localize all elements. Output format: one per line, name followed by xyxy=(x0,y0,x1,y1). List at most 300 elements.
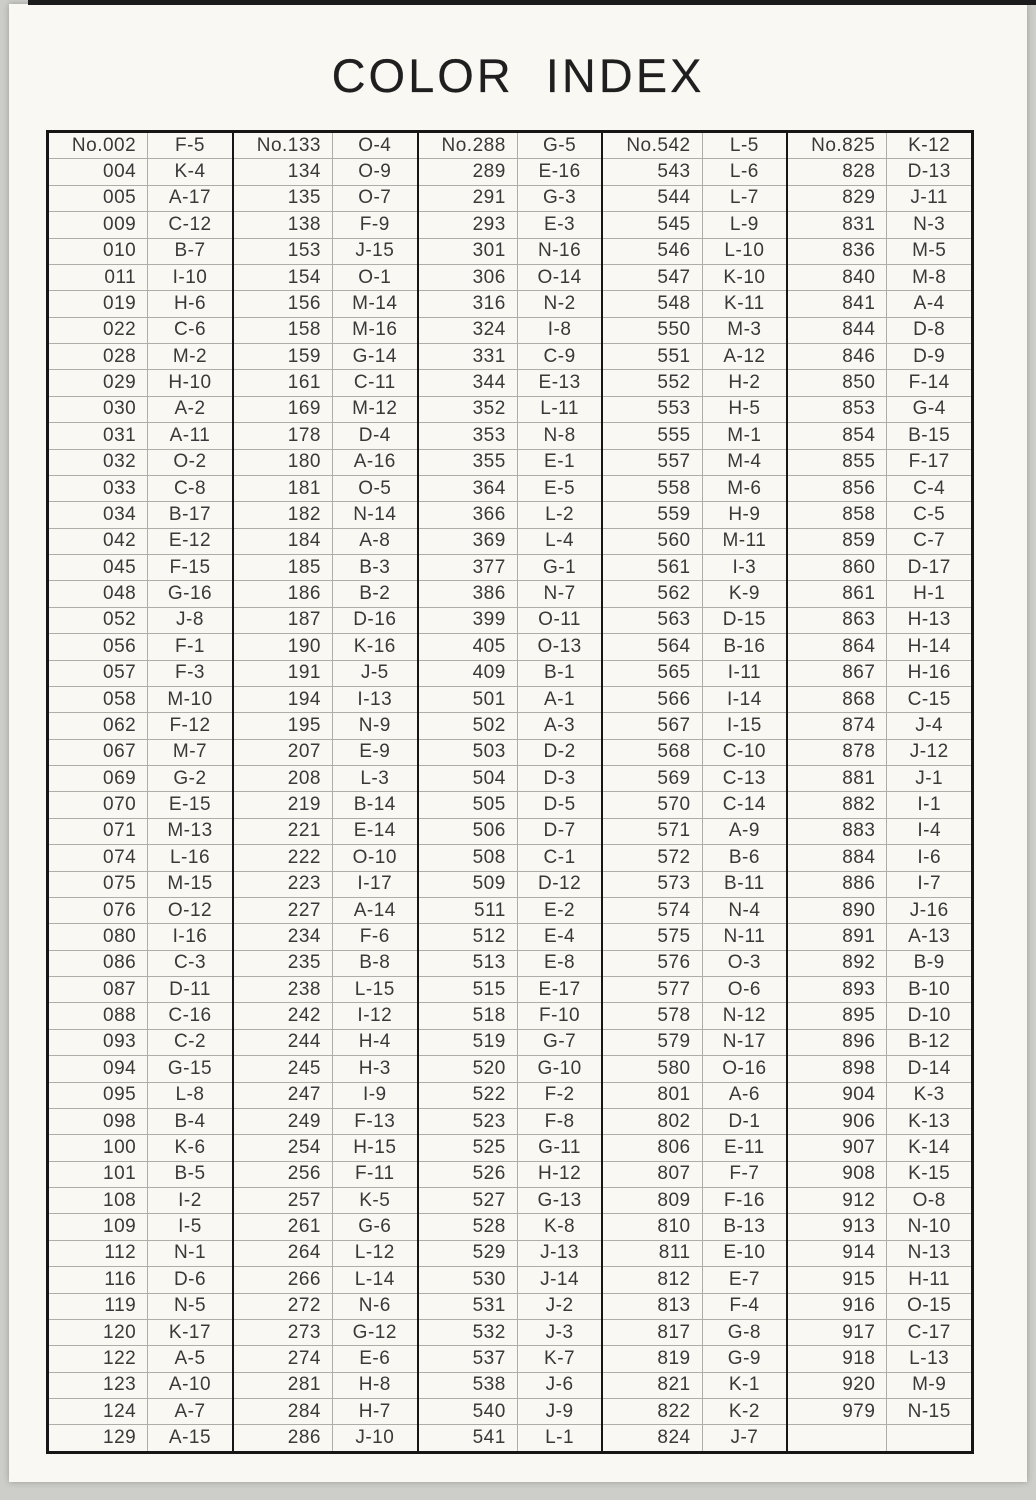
color-number-cell: 571 xyxy=(657,820,691,842)
grid-ref-cell: G-14 xyxy=(332,344,417,369)
grid-ref-cell: O-10 xyxy=(332,845,417,870)
table-row xyxy=(419,1055,602,1081)
grid-ref-cell: N-5 xyxy=(147,1294,232,1319)
table-row xyxy=(419,1134,602,1160)
color-number-cell: 831 xyxy=(842,213,876,235)
color-number-cell: 409 xyxy=(472,662,506,684)
table-row xyxy=(234,211,417,237)
grid-ref-cell: G-3 xyxy=(517,186,602,211)
table-row xyxy=(788,1372,971,1398)
table-row xyxy=(234,1240,417,1266)
color-number-cell: 353 xyxy=(472,424,506,446)
table-row xyxy=(234,1293,417,1319)
grid-ref-cell: D-5 xyxy=(517,792,602,817)
grid-ref-cell: K-6 xyxy=(147,1135,232,1160)
grid-ref-cell: E-7 xyxy=(702,1267,787,1292)
table-row xyxy=(788,343,971,369)
grid-ref-cell: A-9 xyxy=(702,819,787,844)
color-number-cell: 906 xyxy=(842,1110,876,1132)
table-row xyxy=(49,1398,232,1424)
color-number-cell: 892 xyxy=(842,952,876,974)
table-row xyxy=(49,1345,232,1371)
table-row xyxy=(788,580,971,606)
table-row xyxy=(49,449,232,475)
table-row xyxy=(419,1029,602,1055)
table-row xyxy=(788,712,971,738)
color-number-cell: 033 xyxy=(103,477,137,499)
table-row xyxy=(419,1319,602,1345)
table-row xyxy=(603,580,786,606)
grid-ref-cell: K-14 xyxy=(886,1135,971,1160)
table-row xyxy=(49,1240,232,1266)
color-number-cell: 191 xyxy=(287,662,321,684)
grid-ref-cell: G-2 xyxy=(147,766,232,791)
color-number-cell: 273 xyxy=(287,1321,321,1343)
table-row xyxy=(788,660,971,686)
table-row xyxy=(234,158,417,184)
grid-ref-cell: I-3 xyxy=(702,555,787,580)
color-number-cell: 904 xyxy=(842,1084,876,1106)
grid-ref-cell: M-8 xyxy=(886,265,971,290)
grid-ref-cell: K-4 xyxy=(147,159,232,184)
table-row xyxy=(419,133,602,158)
color-number-cell: 185 xyxy=(287,556,321,578)
table-row xyxy=(603,554,786,580)
grid-ref-cell: I-1 xyxy=(886,792,971,817)
color-number-cell: 856 xyxy=(842,477,876,499)
grid-ref-cell: C-4 xyxy=(886,476,971,501)
table-row xyxy=(603,422,786,448)
grid-ref-cell: G-9 xyxy=(702,1346,787,1371)
table-row xyxy=(49,1319,232,1345)
color-number-cell: 247 xyxy=(287,1084,321,1106)
table-row xyxy=(234,1134,417,1160)
color-number-cell: 042 xyxy=(103,530,137,552)
table-column-group xyxy=(232,133,417,1451)
grid-ref-cell: L-13 xyxy=(886,1346,971,1371)
color-number-cell: 124 xyxy=(103,1400,137,1422)
grid-ref-cell: J-6 xyxy=(517,1373,602,1398)
table-row xyxy=(419,765,602,791)
table-row xyxy=(788,317,971,343)
grid-ref-cell: M-4 xyxy=(702,450,787,475)
grid-ref-cell: H-2 xyxy=(702,370,787,395)
color-number-cell: 552 xyxy=(657,372,691,394)
color-number-cell: 301 xyxy=(472,240,506,262)
grid-ref-cell: H-1 xyxy=(886,581,971,606)
table-row xyxy=(788,739,971,765)
color-number-cell: 819 xyxy=(657,1347,691,1369)
grid-ref-cell: N-3 xyxy=(886,212,971,237)
table-row xyxy=(788,396,971,422)
color-number-cell: 095 xyxy=(103,1084,137,1106)
table-row xyxy=(603,976,786,1002)
color-number-cell: 512 xyxy=(472,925,506,947)
grid-ref-cell: N-6 xyxy=(332,1294,417,1319)
grid-ref-cell: L-9 xyxy=(702,212,787,237)
color-number-cell: 868 xyxy=(842,688,876,710)
table-row xyxy=(49,818,232,844)
table-row xyxy=(419,871,602,897)
color-number-cell: 908 xyxy=(842,1163,876,1185)
color-number-cell: 858 xyxy=(842,503,876,525)
grid-ref-cell: K-15 xyxy=(886,1162,971,1187)
color-number-cell: 918 xyxy=(842,1347,876,1369)
color-number-cell: 557 xyxy=(657,451,691,473)
table-row xyxy=(49,264,232,290)
color-number-cell: 022 xyxy=(103,319,137,341)
table-row xyxy=(603,871,786,897)
table-row xyxy=(49,1213,232,1239)
table-row xyxy=(419,1398,602,1424)
grid-ref-cell: I-9 xyxy=(332,1083,417,1108)
table-row xyxy=(49,712,232,738)
color-number-cell: 529 xyxy=(472,1242,506,1264)
table-row xyxy=(49,1108,232,1134)
grid-ref-cell: C-13 xyxy=(702,766,787,791)
table-row xyxy=(419,739,602,765)
table-row xyxy=(419,1161,602,1187)
grid-ref-cell: A-12 xyxy=(702,344,787,369)
color-number-cell: 291 xyxy=(472,187,506,209)
color-number-cell: 886 xyxy=(842,873,876,895)
table-row xyxy=(49,475,232,501)
color-number-cell: 573 xyxy=(657,873,691,895)
table-row xyxy=(234,1424,417,1450)
color-number-cell: 891 xyxy=(842,925,876,947)
grid-ref-cell: H-7 xyxy=(332,1399,417,1424)
table-row xyxy=(788,1029,971,1055)
color-number-cell: 227 xyxy=(287,899,321,921)
table-row xyxy=(603,1240,786,1266)
color-number-cell: 812 xyxy=(657,1268,691,1290)
color-number-cell: 355 xyxy=(472,451,506,473)
grid-ref-cell: G-10 xyxy=(517,1056,602,1081)
color-number-cell: 504 xyxy=(472,767,506,789)
color-number-cell: 244 xyxy=(287,1031,321,1053)
table-row xyxy=(234,1187,417,1213)
grid-ref-cell: F-11 xyxy=(332,1162,417,1187)
color-number-cell: 564 xyxy=(657,635,691,657)
color-number-cell: 565 xyxy=(657,662,691,684)
table-row xyxy=(603,1345,786,1371)
table-row xyxy=(419,238,602,264)
color-number-cell: 898 xyxy=(842,1057,876,1079)
table-row xyxy=(603,897,786,923)
table-row xyxy=(788,369,971,395)
color-number-cell: 829 xyxy=(842,187,876,209)
table-row xyxy=(419,449,602,475)
grid-ref-cell: L-3 xyxy=(332,766,417,791)
grid-ref-cell: E-6 xyxy=(332,1346,417,1371)
color-number-cell: 010 xyxy=(103,240,137,262)
grid-ref-cell: B-13 xyxy=(702,1214,787,1239)
grid-ref-cell: O-9 xyxy=(332,159,417,184)
color-number-cell: 574 xyxy=(657,899,691,921)
grid-ref-cell: C-5 xyxy=(886,502,971,527)
grid-ref-cell: F-2 xyxy=(517,1083,602,1108)
table-row xyxy=(49,633,232,659)
table-row xyxy=(603,765,786,791)
color-number-cell: No.288 xyxy=(441,134,506,156)
color-number-cell: 377 xyxy=(472,556,506,578)
color-number-cell: 364 xyxy=(472,477,506,499)
color-number-cell: 067 xyxy=(103,741,137,763)
color-number-cell: 062 xyxy=(103,714,137,736)
color-number-cell: 861 xyxy=(842,583,876,605)
color-number-cell: 208 xyxy=(287,767,321,789)
grid-ref-cell: A-11 xyxy=(147,423,232,448)
table-row xyxy=(49,396,232,422)
color-number-cell: 505 xyxy=(472,794,506,816)
table-row xyxy=(419,396,602,422)
table-row xyxy=(234,1055,417,1081)
color-number-cell: 274 xyxy=(287,1347,321,1369)
color-number-cell: 807 xyxy=(657,1163,691,1185)
color-number-cell: 522 xyxy=(472,1084,506,1106)
color-number-cell: 913 xyxy=(842,1216,876,1238)
grid-ref-cell: A-15 xyxy=(147,1425,232,1450)
grid-ref-cell: C-15 xyxy=(886,687,971,712)
color-number-cell: 249 xyxy=(287,1110,321,1132)
color-number-cell: 881 xyxy=(842,767,876,789)
table-row xyxy=(419,317,602,343)
table-row xyxy=(419,1345,602,1371)
table-row xyxy=(234,871,417,897)
table-row xyxy=(419,343,602,369)
color-number-cell: 045 xyxy=(103,556,137,578)
table-row xyxy=(788,1398,971,1424)
color-number-cell: 893 xyxy=(842,978,876,1000)
color-number-cell: 519 xyxy=(472,1031,506,1053)
table-row xyxy=(788,1082,971,1108)
table-column-group xyxy=(601,133,786,1451)
table-row xyxy=(603,1266,786,1292)
color-number-cell: 548 xyxy=(657,292,691,314)
color-number-cell: 138 xyxy=(287,213,321,235)
table-row xyxy=(234,1029,417,1055)
table-row xyxy=(49,1161,232,1187)
color-number-cell: 219 xyxy=(287,794,321,816)
grid-ref-cell: H-16 xyxy=(886,661,971,686)
grid-ref-cell: G-1 xyxy=(517,555,602,580)
color-number-cell: 531 xyxy=(472,1295,506,1317)
color-number-cell: 129 xyxy=(103,1427,137,1449)
grid-ref-cell: L-16 xyxy=(147,845,232,870)
table-row xyxy=(603,633,786,659)
grid-ref-cell: L-2 xyxy=(517,502,602,527)
color-number-cell: 076 xyxy=(103,899,137,921)
grid-ref-cell: J-16 xyxy=(886,898,971,923)
table-row xyxy=(419,923,602,949)
table-row xyxy=(234,449,417,475)
table-row xyxy=(419,1372,602,1398)
table-row xyxy=(234,528,417,554)
table-row xyxy=(419,791,602,817)
table-row xyxy=(788,686,971,712)
color-number-cell: 841 xyxy=(842,292,876,314)
table-row xyxy=(234,133,417,158)
grid-ref-cell: C-12 xyxy=(147,212,232,237)
table-row xyxy=(234,923,417,949)
color-number-cell: 853 xyxy=(842,398,876,420)
table-row xyxy=(603,1029,786,1055)
color-number-cell: 537 xyxy=(472,1347,506,1369)
grid-ref-cell: L-15 xyxy=(332,977,417,1002)
grid-ref-cell: H-11 xyxy=(886,1267,971,1292)
color-number-cell: 558 xyxy=(657,477,691,499)
grid-ref-cell: A-8 xyxy=(332,529,417,554)
table-row xyxy=(49,897,232,923)
grid-ref-cell: B-1 xyxy=(517,661,602,686)
table-column-group xyxy=(417,133,602,1451)
grid-ref-cell: L-7 xyxy=(702,186,787,211)
table-row xyxy=(234,844,417,870)
table-row xyxy=(603,818,786,844)
table-row xyxy=(419,1187,602,1213)
table-row xyxy=(788,1108,971,1134)
color-number-cell: 195 xyxy=(287,714,321,736)
page-title: COLOR INDEX xyxy=(331,49,705,102)
color-number-cell: 572 xyxy=(657,846,691,868)
color-number-cell: 836 xyxy=(842,240,876,262)
grid-ref-cell: K-8 xyxy=(517,1214,602,1239)
table-row xyxy=(419,475,602,501)
table-row xyxy=(234,1082,417,1108)
grid-ref-cell: A-13 xyxy=(886,924,971,949)
table-row xyxy=(49,369,232,395)
table-row xyxy=(419,660,602,686)
table-row xyxy=(234,1108,417,1134)
color-number-cell: 028 xyxy=(103,345,137,367)
grid-ref-cell: O-14 xyxy=(517,265,602,290)
grid-ref-cell: H-12 xyxy=(517,1162,602,1187)
color-number-cell: 100 xyxy=(103,1136,137,1158)
color-number-cell: 075 xyxy=(103,873,137,895)
grid-ref-cell: L-6 xyxy=(702,159,787,184)
table-row xyxy=(49,976,232,1002)
table-row xyxy=(788,133,971,158)
table-row xyxy=(788,238,971,264)
grid-ref-cell: E-1 xyxy=(517,450,602,475)
grid-ref-cell: A-5 xyxy=(147,1346,232,1371)
color-number-cell: 569 xyxy=(657,767,691,789)
table-row xyxy=(419,1002,602,1028)
color-number-cell: 864 xyxy=(842,635,876,657)
table-row xyxy=(603,950,786,976)
table-row xyxy=(234,660,417,686)
grid-ref-cell: A-16 xyxy=(332,450,417,475)
grid-ref-cell: O-1 xyxy=(332,265,417,290)
grid-ref-cell: L-4 xyxy=(517,529,602,554)
color-number-cell: 286 xyxy=(287,1427,321,1449)
table-row xyxy=(603,1424,786,1450)
grid-ref-cell: A-3 xyxy=(517,713,602,738)
color-number-cell: 052 xyxy=(103,609,137,631)
color-number-cell: 920 xyxy=(842,1374,876,1396)
table-row xyxy=(419,950,602,976)
grid-ref-cell: D-15 xyxy=(702,608,787,633)
color-number-cell: 802 xyxy=(657,1110,691,1132)
color-number-cell: 561 xyxy=(657,556,691,578)
color-number-cell: 135 xyxy=(287,187,321,209)
color-number-cell: 559 xyxy=(657,503,691,525)
table-row xyxy=(234,554,417,580)
grid-ref-cell: L-12 xyxy=(332,1241,417,1266)
table-row xyxy=(49,580,232,606)
grid-ref-cell: N-14 xyxy=(332,502,417,527)
grid-ref-cell: F-5 xyxy=(147,133,232,158)
grid-ref-cell: J-3 xyxy=(517,1320,602,1345)
table-row xyxy=(603,1213,786,1239)
grid-ref-cell: E-15 xyxy=(147,792,232,817)
table-row xyxy=(49,528,232,554)
color-number-cell: 518 xyxy=(472,1005,506,1027)
color-number-cell: 547 xyxy=(657,266,691,288)
grid-ref-cell: M-1 xyxy=(702,423,787,448)
grid-ref-cell: I-4 xyxy=(886,819,971,844)
grid-ref-cell: N-10 xyxy=(886,1214,971,1239)
table-row xyxy=(419,1108,602,1134)
color-number-cell: 566 xyxy=(657,688,691,710)
grid-ref-cell: E-2 xyxy=(517,898,602,923)
table-row xyxy=(49,607,232,633)
color-number-cell: 069 xyxy=(103,767,137,789)
grid-ref-cell: B-9 xyxy=(886,951,971,976)
grid-ref-cell: J-13 xyxy=(517,1241,602,1266)
grid-ref-cell: A-6 xyxy=(702,1083,787,1108)
grid-ref-cell: K-13 xyxy=(886,1109,971,1134)
table-row xyxy=(603,607,786,633)
color-number-cell: 801 xyxy=(657,1084,691,1106)
grid-ref-cell: I-8 xyxy=(517,318,602,343)
color-number-cell: 221 xyxy=(287,820,321,842)
table-row xyxy=(603,317,786,343)
grid-ref-cell: A-7 xyxy=(147,1399,232,1424)
grid-ref-cell: O-5 xyxy=(332,476,417,501)
color-number-cell: 242 xyxy=(287,1005,321,1027)
color-number-cell: 527 xyxy=(472,1189,506,1211)
grid-ref-cell: L-14 xyxy=(332,1267,417,1292)
table-row xyxy=(419,422,602,448)
color-number-cell: 266 xyxy=(287,1268,321,1290)
color-number-cell: 580 xyxy=(657,1057,691,1079)
color-number-cell: 878 xyxy=(842,741,876,763)
grid-ref-cell: O-8 xyxy=(886,1188,971,1213)
color-number-cell: 844 xyxy=(842,319,876,341)
table-row xyxy=(49,1002,232,1028)
grid-ref-cell: B-6 xyxy=(702,845,787,870)
color-number-cell: 032 xyxy=(103,451,137,473)
grid-ref-cell: B-10 xyxy=(886,977,971,1002)
grid-ref-cell: A-1 xyxy=(517,687,602,712)
table-row xyxy=(49,1266,232,1292)
grid-ref-cell: K-9 xyxy=(702,581,787,606)
color-number-cell: 093 xyxy=(103,1031,137,1053)
grid-ref-cell: D-12 xyxy=(517,872,602,897)
grid-ref-cell: G-15 xyxy=(147,1056,232,1081)
grid-ref-cell: F-6 xyxy=(332,924,417,949)
grid-ref-cell: D-6 xyxy=(147,1267,232,1292)
table-row xyxy=(234,1002,417,1028)
grid-ref-cell: N-1 xyxy=(147,1241,232,1266)
table-row xyxy=(234,633,417,659)
table-row xyxy=(603,238,786,264)
table-row xyxy=(419,1293,602,1319)
color-number-cell: 030 xyxy=(103,398,137,420)
table-column-group xyxy=(49,133,232,1451)
color-number-cell: 080 xyxy=(103,925,137,947)
